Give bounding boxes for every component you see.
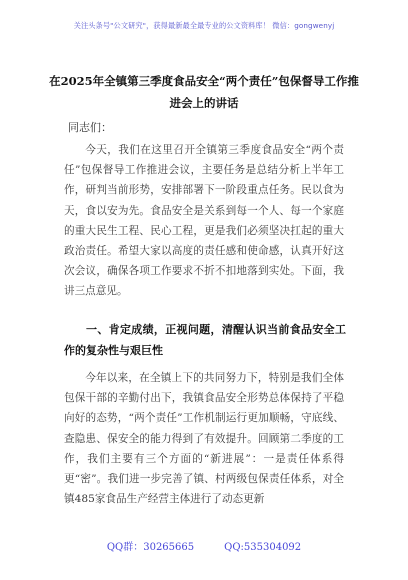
- qq-text: QQ:535304092: [224, 542, 302, 553]
- salutation: 同志们：: [68, 121, 112, 134]
- qq-group-text: QQ群：30265665: [106, 542, 195, 553]
- promo-banner: 关注头条号"公文研究"，获得最新最全最专业的公文资料库！ 微信：gongwenyj: [73, 21, 335, 30]
- body-paragraph-2: 今年以来，在全镇上下的共同努力下，特别是我们全体包保干部的辛勤付出下，我镇食品安全形势总体保持了平稳向好的态势，“两个责任”工作机制运行更加顺畅，守底线、查隐患、保安全的能力得到了有效提升。回顾第二季度的工作，我们主要有三个方面的“新进展”：一是责任体系得更“密”。我们进一步完善了镇、村两级包保责任体系，对全镇485家食品生产经营主体进行了动态更新: [64, 372, 344, 506]
- body-paragraph-1: 今天，我们在这里召开全镇第三季度食品安全“两个责任”包保督导工作推进会议，主要任务是总结分析上半年工作，研判当前形势，安排部署下一阶段重点任务。民以食为天，食以安为先。食品安全是关系到每一个人、每一个家庭的重大民生工程、民心工程，更是我们必须坚决扛起的重大政治责任。希望大家以高度的责任感和使命感，认真开好这次会议，确保各项工作要求不折不扣地落到实处。下面，我讲三点意见。: [64, 144, 344, 298]
- section-heading-1: 一、肯定成绩，正视问题，清醒认识当前食品安全工作的复杂性与艰巨性: [64, 323, 346, 357]
- document-title: 在2025年全镇第三季度食品安全“两个责任”包保督导工作推进会上的讲话: [49, 74, 359, 110]
- contact-footer: [0, 538, 408, 553]
